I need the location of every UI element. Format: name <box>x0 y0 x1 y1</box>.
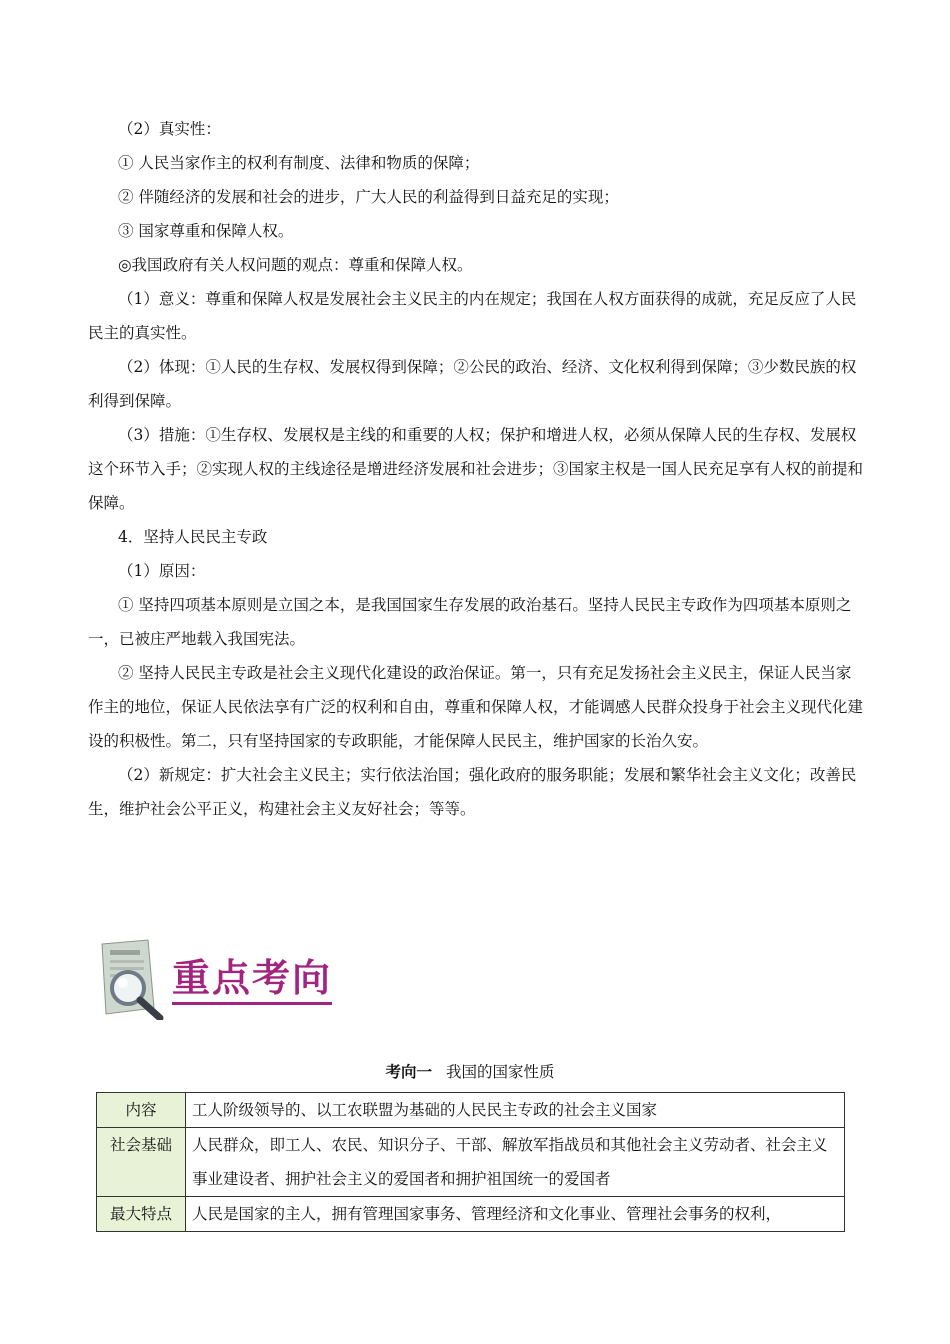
row-label: 最大特点 <box>97 1197 186 1232</box>
paragraph: ① 坚持四项基本原则是立国之本，是我国国家生存发展的政治基石。坚持人民民主专政作为四项基本原则之一，已被庄严地载入我国宪法。 <box>88 596 852 648</box>
table-row <box>97 1128 845 1197</box>
paragraph: ③ 国家尊重和保障人权。 <box>118 222 294 240</box>
table-row <box>97 1093 845 1128</box>
section-title: 重点考向 <box>172 954 332 1005</box>
section-banner <box>96 938 336 1020</box>
table-caption-title: 我国的国家性质 <box>446 1063 555 1081</box>
paragraph: 4．坚持人民民主专政 <box>118 528 268 546</box>
paragraph: ◎我国政府有关人权问题的观点：尊重和保障人权。 <box>118 256 473 274</box>
info-table <box>96 1092 845 1232</box>
paragraph: （2）新规定：扩大社会主义民主；实行依法治国；强化政府的服务职能；发展和繁华社会主义文化；改善民生，维护社会公平正义，构建社会主义友好社会；等等。 <box>88 766 857 818</box>
paragraph: （2）真实性： <box>118 120 221 138</box>
body-text <box>88 112 863 826</box>
table-caption <box>96 1060 844 1084</box>
paragraph: （3）措施：①生存权、发展权是主线的和重要的人权；保护和增进人权，必须从保障人民的生存权、发展权这个环节入手；②实现人权的主线途径是增进经济发展和社会进步；③国家主权是一国人民充足享有人权的前提和保障。 <box>88 426 864 512</box>
paragraph: （1）原因： <box>118 562 206 580</box>
paragraph: ① 人民当家作主的权利有制度、法律和物质的保障； <box>118 154 480 172</box>
magnifier-document-icon <box>96 938 176 1024</box>
paragraph: （1）意义：尊重和保障人权是发展社会主义民主的内在规定；我国在人权方面获得的成就，充足反应了人民民主的真实性。 <box>88 290 857 342</box>
row-text: 工人阶级领导的、以工农联盟为基础的人民民主专政的社会主义国家 <box>186 1093 845 1128</box>
row-text: 人民是国家的主人，拥有管理国家事务、管理经济和文化事业、管理社会事务的权利， <box>186 1197 845 1232</box>
paragraph: ② 坚持人民民主专政是社会主义现代化建设的政治保证。第一，只有充足发扬社会主义民主，保证人民当家作主的地位，保证人民依法享有广泛的权利和自由，尊重和保障人权，才能调感人民群众投身于社会主义现代化建设的积极性。第二，只有坚持国家的专政职能，才能保障人民民主，维护国家的长治久安。 <box>88 664 864 750</box>
row-text: 人民群众，即工人、农民、知识分子、干部、解放军指战员和其他社会主义劳动者、社会主义事业建设者、拥护社会主义的爱国者和拥护祖国统一的爱国者 <box>186 1128 845 1197</box>
paragraph: （2）体现：①人民的生存权、发展权得到保障；②公民的政治、经济、文化权利得到保障；③少数民族的权利得到保障。 <box>88 358 857 410</box>
row-label: 内容 <box>97 1093 186 1128</box>
table-row <box>97 1197 845 1232</box>
paragraph: ② 伴随经济的发展和社会的进步，广大人民的利益得到日益充足的实现； <box>118 188 619 206</box>
row-label: 社会基础 <box>97 1128 186 1197</box>
table-caption-number: 考向一 <box>385 1063 432 1081</box>
